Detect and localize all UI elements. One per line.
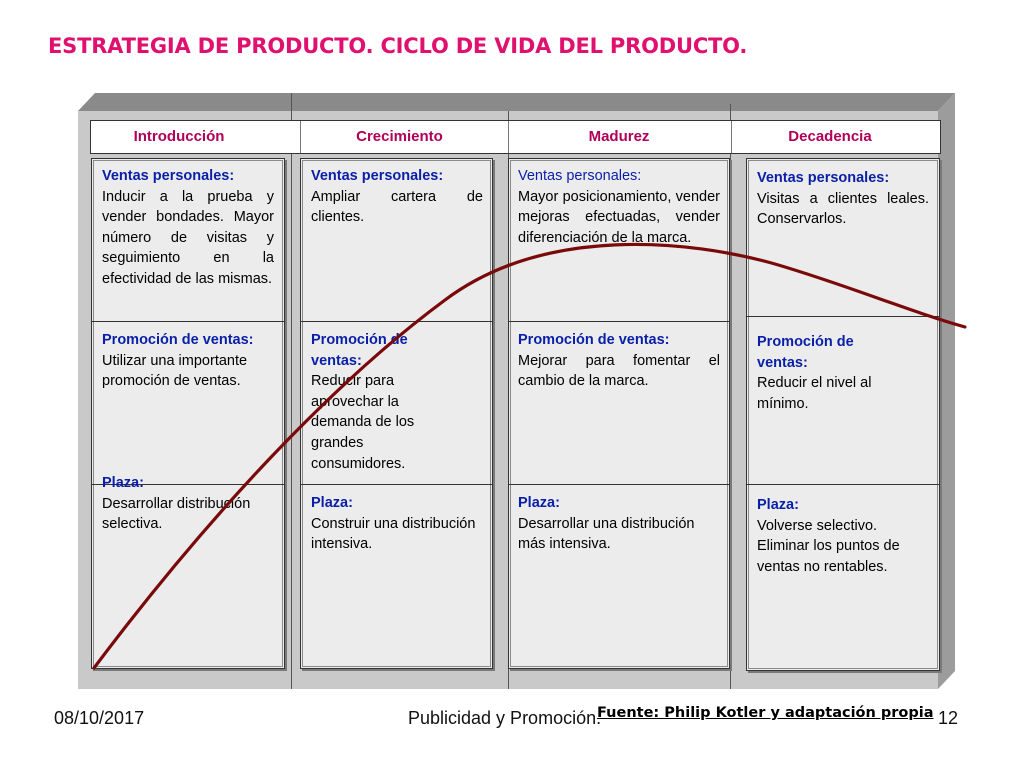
- column-introduccion: [91, 158, 285, 669]
- frame-top-bevel: [78, 93, 955, 111]
- plaza-block: [518, 493, 720, 555]
- ventas-block: [518, 166, 720, 248]
- plaza-block: [102, 473, 274, 535]
- ventas-text: Mayor posicionamiento, vender mejoras efectuadas, vender diferenciación de la marca.: [518, 188, 720, 246]
- plaza-text: Desarrollar distribución selectiva.: [102, 495, 251, 533]
- promo-text: Utilizar una importante promoción de ventas.: [102, 352, 248, 390]
- ventas-heading: Ventas personales:: [757, 170, 890, 186]
- column-decadencia: [746, 158, 940, 671]
- row-divider: [747, 316, 939, 317]
- footer-date: 08/10/2017: [54, 708, 145, 728]
- plaza-text: Desarrollar una distribución más intensiva.: [518, 515, 695, 553]
- plaza-block: [311, 493, 487, 555]
- promo-heading: Promoción de ventas:: [102, 332, 254, 348]
- plaza-heading: Plaza:: [757, 497, 799, 513]
- row-divider: [509, 484, 729, 485]
- ventas-heading: Ventas personales:: [518, 168, 642, 184]
- stage-crecimiento: Crecimiento: [356, 128, 443, 145]
- stage-madurez: Madurez: [588, 128, 650, 145]
- ventas-block: [311, 166, 483, 228]
- stage-decadencia: Decadencia: [788, 128, 872, 145]
- column-madurez: [508, 158, 730, 669]
- promo-block: [102, 330, 274, 392]
- plaza-heading: Plaza:: [311, 495, 353, 511]
- ventas-heading: Ventas personales:: [311, 168, 444, 184]
- footer-page-number: 12: [938, 708, 959, 728]
- promo-heading: Promoción de ventas:: [311, 332, 408, 369]
- frame-right-bevel: [938, 93, 955, 689]
- plaza-text: Volverse selectivo. Eliminar los puntos de ventas no rentables.: [757, 517, 900, 575]
- stage-header-row: [90, 120, 941, 154]
- row-divider: [509, 321, 729, 322]
- ventas-text: Inducir a la prueba y vender bondades. Mayor número de visitas y seguimiento en la efectividad de las mismas.: [102, 188, 274, 287]
- plaza-heading: Plaza:: [518, 495, 560, 511]
- column-crecimiento: [300, 158, 493, 669]
- ventas-heading: Ventas personales:: [102, 168, 235, 184]
- plaza-heading: Plaza:: [102, 475, 144, 491]
- ventas-block: [102, 166, 274, 290]
- promo-text: Reducir para aprovechar la demanda de los grandes consumidores.: [311, 373, 415, 472]
- promo-text: Reducir el nivel al mínimo.: [757, 375, 872, 412]
- promo-block: [757, 332, 907, 414]
- row-divider: [301, 321, 492, 322]
- promo-block: [311, 330, 461, 474]
- frame-divider: [730, 104, 731, 689]
- footer-source: Fuente: Philip Kotler y adaptación propia: [597, 705, 934, 721]
- ventas-text: Ampliar cartera de clientes.: [311, 188, 483, 226]
- plaza-text: Construir una distribución intensiva.: [311, 515, 476, 553]
- row-divider: [301, 484, 492, 485]
- row-divider: [92, 321, 284, 322]
- footer-course-title: Publicidad y Promoción.: [408, 708, 602, 728]
- frame-divider: [291, 93, 292, 689]
- promo-block: [518, 330, 720, 392]
- ventas-text: Visitas a clientes leales. Conservarlos.: [757, 190, 929, 228]
- promo-heading: Promoción de ventas:: [757, 334, 854, 371]
- ventas-block: [757, 168, 929, 230]
- promo-heading: Promoción de ventas:: [518, 332, 670, 348]
- slide-title: ESTRATEGIA DE PRODUCTO. CICLO DE VIDA DEL PRODUCTO.: [48, 34, 748, 58]
- row-divider: [747, 484, 939, 485]
- promo-text: Mejorar para fomentar el cambio de la marca.: [518, 352, 720, 390]
- col-inner-border: [748, 160, 938, 669]
- plaza-block: [757, 495, 933, 577]
- stage-introduccion: Introducción: [133, 128, 225, 145]
